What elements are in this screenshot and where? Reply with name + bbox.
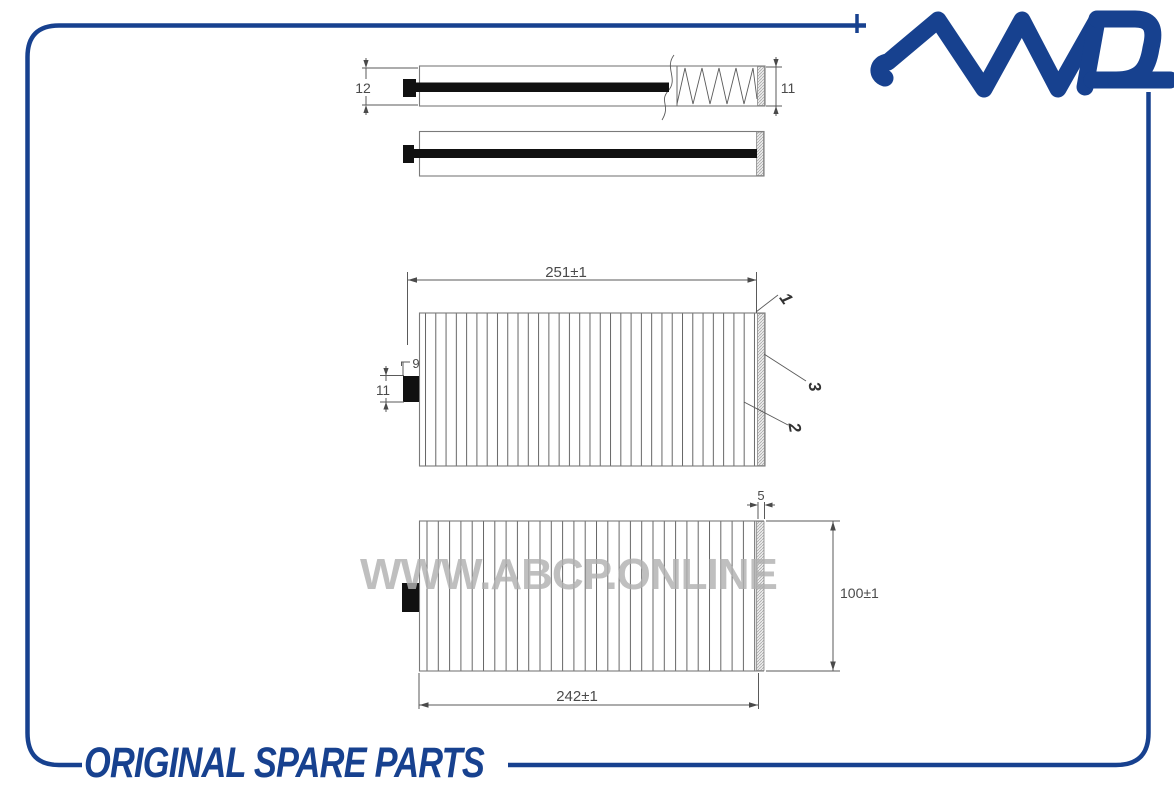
callout-label-3: 3 [804,380,825,393]
amd-logo [879,19,1170,89]
dim-label-12: 12 [355,80,371,96]
border-lines [28,14,1149,765]
dim-label-5: 5 [757,488,765,503]
watermark-text: WWW.ABCP.ONLINE [360,550,777,599]
dim-label-251: 251±1 [545,264,587,281]
dim-label-11-side: 11 [780,80,796,96]
dim-label-242: 242±1 [556,688,598,705]
tagline-text: ORIGINAL SPARE PARTS [84,739,485,787]
dim-label-9: 9 [412,356,420,371]
callout-label-1: 1 [775,289,797,308]
callout-label-2: 2 [784,421,805,434]
dim-label-100: 100±1 [840,585,879,601]
dim-label-11-tab: 11 [375,383,391,398]
